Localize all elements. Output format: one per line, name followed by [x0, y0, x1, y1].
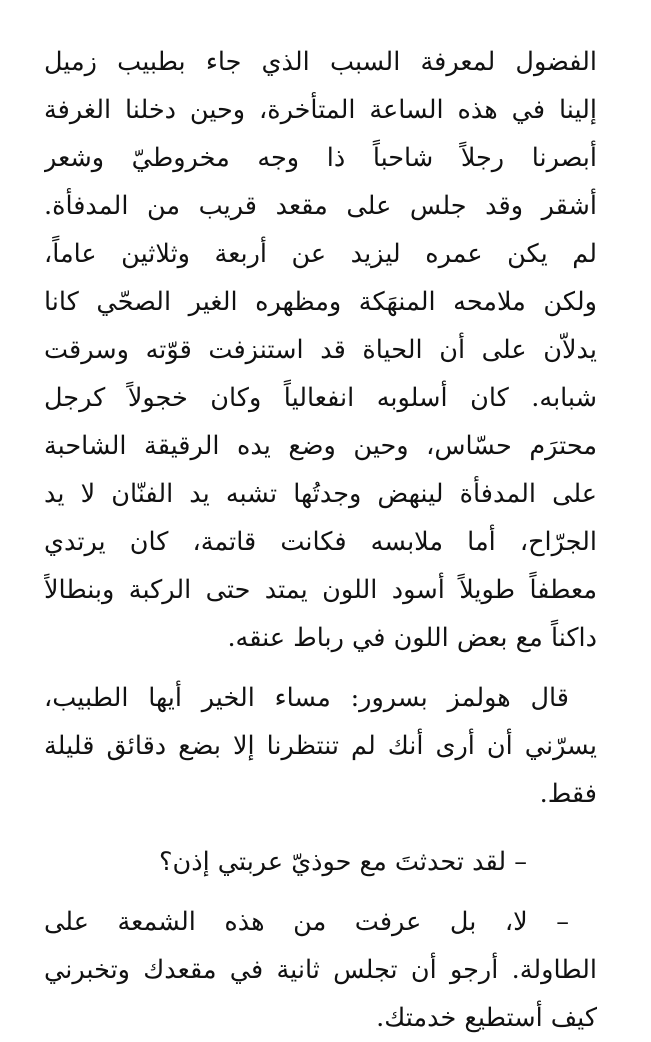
paragraph-spacer: [44, 662, 597, 674]
text-line: يسرّني أن أرى أنك لم تنتظرنا إلا بضع دقائق قليلة: [44, 731, 597, 761]
text-line: يدلاّن على أن الحياة قد استنزفت قوّته وسرقت: [44, 335, 597, 365]
text-line: داكناً مع بعض اللون في رباط عنقه.: [227, 623, 597, 653]
paragraph-spacer: [44, 818, 597, 838]
book-page: [44, 38, 597, 1042]
text-line: شبابه. كان أسلوبه انفعالياً وكان خجولاً كرجل: [44, 383, 597, 413]
text-line: الجرّاح، أما ملابسه فكانت قاتمة، كان يرتدي: [44, 527, 597, 557]
text-line: – لا، بل عرفت من هذه الشمعة على: [44, 907, 569, 937]
paragraph-description: [44, 38, 597, 662]
text-line: الفضول لمعرفة السبب الذي جاء بطبيب زميل: [44, 47, 597, 77]
text-line: كيف أستطيع خدمتك.: [376, 1003, 597, 1033]
text-line: فقط.: [539, 779, 597, 809]
text-line: لم يكن عمره ليزيد عن أربعة وثلاثين عاماً،: [44, 239, 597, 269]
text-line: أشقر وقد جلس على مقعد قريب من المدفأة.: [44, 191, 597, 221]
text-line: محترَم حسّاس، وحين وضع يده الرقيقة الشاحبة: [44, 431, 597, 461]
text-line: على المدفأة لينهض وجدتُها تشبه يد الفنّان لا يد: [44, 479, 597, 509]
text-line: ولكن ملامحه المنهَكة ومظهره الغير الصحّي كانا: [44, 287, 597, 317]
text-line: قال هولمز بسرور: مساء الخير أيها الطبيب،: [44, 683, 569, 713]
paragraph-dialogue-question: [44, 838, 597, 886]
text-line: معطفاً طويلاً أسود اللون يمتد حتى الركبة وبنطالاً: [44, 575, 597, 605]
text-line: إلينا في هذه الساعة المتأخرة، وحين دخلنا الغرفة: [44, 95, 597, 125]
text-line: – لقد تحدثتَ مع حوذيّ عربتي إذن؟: [158, 847, 527, 877]
paragraph-spacer: [44, 886, 597, 898]
text-line: الطاولة. أرجو أن تجلس ثانية في مقعدك وتخبرني: [44, 955, 597, 985]
text-line: أبصرنا رجلاً شاحباً ذا وجه مخروطيّ وشعر: [44, 143, 597, 173]
paragraph-dialogue-answer: [44, 898, 597, 1042]
paragraph-holmes-greeting: [44, 674, 597, 818]
